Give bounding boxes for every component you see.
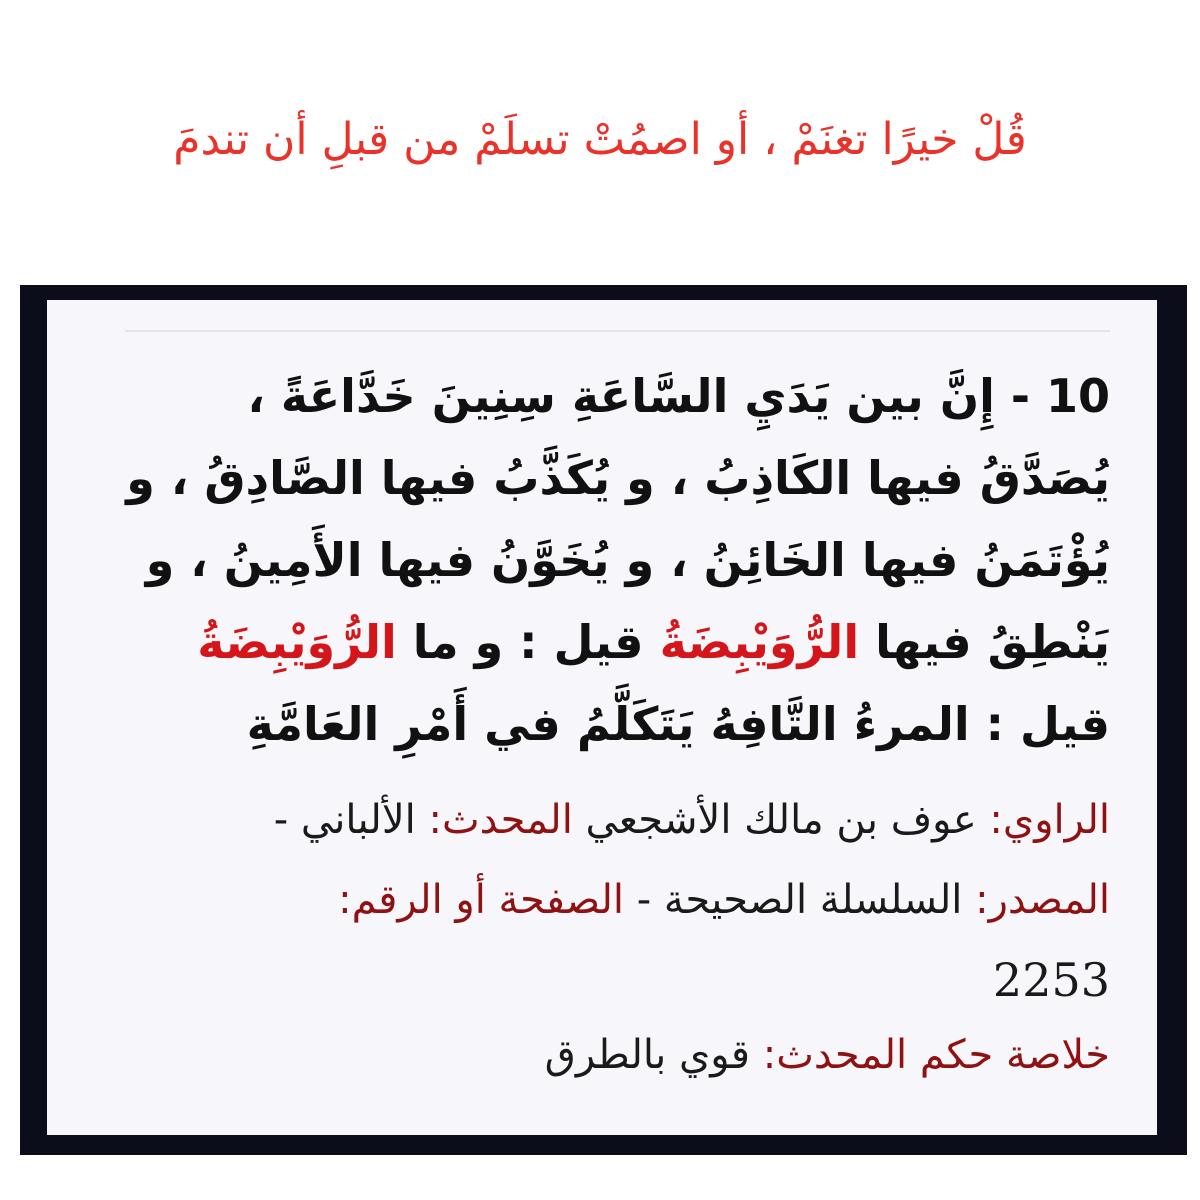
source-line	[110, 870, 1110, 930]
hadith-part-3: قيل : المرءُ التَّافِهُ يَتَكَلَّمُ في أَمْرِ العَامَّةِ	[246, 697, 1110, 751]
source-label: المصدر:	[975, 877, 1110, 923]
highlight-word: الرُّوَيْبِضَةُ	[197, 615, 397, 669]
caption-text: قُلْ خيرًا تغنَمْ ، أو اصمُتْ تسلَمْ من قبلِ أن تندمَ	[173, 114, 1027, 165]
narrator-value: عوف بن مالك الأشجعي	[572, 797, 990, 843]
page-number: 2253	[992, 953, 1110, 1007]
hadith-part-1: 10 - إِنَّ بين يَدَيِ السَّاعَةِ سِنِينَ خَدَّاعَةً ، يُصَدَّقُ فيها الكَاذِبُ ، و يُكَذَّبُ فيها الصَّادِقُ ، و يُؤْتَمَنُ فيها الخَائِنُ ، و يُخَوَّنُ فيها الأَمِينُ ، و يَنْطِقُ فيها	[126, 369, 1110, 669]
divider	[125, 330, 1110, 332]
narrator-line	[110, 790, 1110, 850]
verdict-label: خلاصة حكم المحدث:	[762, 1032, 1110, 1078]
narrator-label: الراوي:	[989, 797, 1110, 843]
hadith-text	[110, 355, 1110, 765]
muhaddith-label: المحدث:	[428, 797, 573, 843]
verdict-line	[110, 1025, 1110, 1085]
verdict-value: قوي بالطرق	[544, 1032, 763, 1078]
hadith-part-2: قيل : و ما	[396, 615, 660, 669]
page-label: الصفحة أو الرقم:	[338, 877, 625, 923]
highlight-word: الرُّوَيْبِضَةُ	[659, 615, 860, 669]
source-value: السلسلة الصحيحة -	[624, 877, 976, 923]
muhaddith-value: الألباني -	[273, 797, 429, 843]
